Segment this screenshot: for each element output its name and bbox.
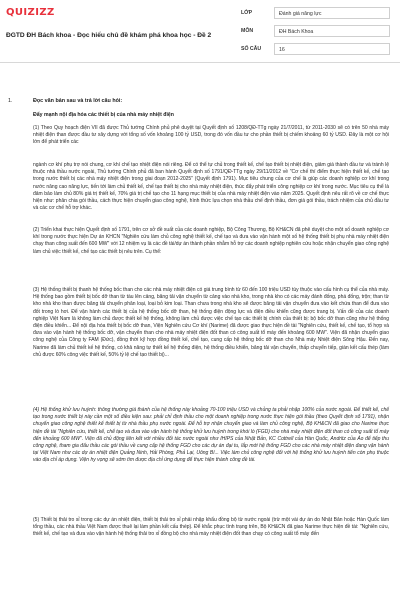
question-number: 1. [8, 98, 13, 104]
meta-value-class: Đánh giá năng lực [274, 7, 390, 19]
meta-label: SỐ CÂU [241, 46, 262, 52]
reading-paragraph: (5) Thiết bị thải tro sỉ trong các dự án nhiệt điện, thiết bị thải tro sỉ phải nhập khẩu đồng bộ từ nước ngoài (trừ một vài dự án do Nhật Bản hoặc Hàn Quốc làm tổng thầu, các nhà thầu Việt Nam được thuê lại làm phần kết cấu thép). Để khắc phục tình trạng trên, Bộ KH&CN đã giao Narime thực hiện đề tài: "Nghiên cứu, thiết kế, chế tạo và đưa vào vận hành hệ thống thải tro xỉ đồng bộ cho nhà máy nhiệt điện đốt than chạy có công suất tổ máy đến [33, 517, 389, 538]
worksheet-meta [241, 5, 393, 59]
reading-paragraph: (4) Hệ thống khử lưu huỳnh: thông thường giá thành của hệ thống này khoảng 70-100 triệu USD và chủng ta phải nhập 100% của nước ngoài. Để thiết kế, chế tạo trong nước thiết bị này cần một số điều kiện sau: phải chỉ định thầu cho một doanh nghiệp trong nước thực hiện gói thầu (theo Quyết định số 1791), nhận chuyển giao công nghệ thiết kế thiết bị từ nhà thầu phụ nước ngoài. Để hỗ trợ nhận chuyển giao và làm chủ công nghệ, Bộ KH&CN đã giao cho Narime thực hiện đề tài "Nghiên cứu, thiết kế, chế tạo và đưa vào vận hành hệ thống khử lưu huỳnh trong khói lò (FGD) cho nhà máy nhiệt điện đốt than có công suất tổ máy đến khoảng 600 MW". Viện đã chủ động liên kết với nhiều đối tác nước ngoài như IHIPS của Nhật Bản, KC Cottrell của Hàn Quốc, Andritz của Áo để tiếp thu công nghệ, tham gia đấu thầu các gói thầu về cung cấp hệ thống FGD cho các dự án đại tu, lắp mới hệ thống FGD cho các nhà máy nhiệt điện đang vận hành tại Việt Nam như các dự án nhiệt điện Quảng Ninh, Hải Phòng, Phả Lại, Uông Bí... Việc làm chủ công nghệ đối với hệ thống khử lưu huỳnh tiến còn phụ thuộc vào địa chỉ áp dụng. Viện hy vọng sẽ sớm tìm được địa chỉ ứng dụng để thực hiện thành công đề tài. [33, 407, 389, 464]
reading-paragraph: (1) Theo Quy hoạch điện VII đã được Thủ tướng Chính phủ phê duyệt tại Quyết định số 1208/QĐ-TTg ngày 21/7/2011, từ 2011-2030 sẽ có trên 50 nhà máy nhiệt điện than được đầu tư xây dựng với tổng số vốn khoảng 100 tỷ USD, trong đó vốn đầu tư cho phần thiết bị chiếm khoảng 60 tỷ USD. Đây là một cơ hội lớn để phát triển các [33, 125, 389, 146]
worksheet-title: ĐGTD ĐH Bách khoa - Đọc hiểu chủ đề khám phá khoa học - Đề 2 [6, 32, 212, 39]
meta-row-class [241, 5, 393, 21]
reading-paragraph: (2) Triển khai thực hiện Quyết định số 1791, trên cơ sở đề xuất của các doanh nghiệp, Bộ Công Thương, Bộ KH&CN đã phê duyệt cho một số doanh nghiệp cơ khí trong nước thực hiện Dự án KHCN "Nghiên cứu làm chủ công nghệ thiết kế, chế tạo và đưa vào vận hành một số hệ thống thiết bị phụ nhà máy nhiệt điện chạy than công suất đến 600 MW" với 12 nhiệm vụ là các đề tài/dự án thành phần nhằm hỗ trợ các doanh nghiệp nghiên cứu hoặc nhận chuyển giao công nghệ làm chủ việc thiết kế, chế tạo các thiết bị nêu trên. Cụ thể: [33, 227, 389, 255]
meta-label: MÔN [241, 28, 254, 34]
reading-paragraph: ngành cơ khí phụ trợ nói chung, cơ khí chế tạo nhiệt điện nói riêng. Để có thể tự chủ trong thiết kế, chế tạo thiết bị nhiệt điện, giảm giá thành đầu tư và tránh lệ thuộc nhà thầu nước ngoài, Thủ tướng Chính phủ đã ban hành Quyết định số 1791/QĐ-TTg ngày 29/11/2012 về "Cơ chế thí điểm thực hiện thiết kế, chế tạo trong nước thiết bị các nhà máy nhiệt điện trong giai đoạn 2012-2025" (Quyết định 1791). Mục tiêu chung của cơ chế là giúp các doanh nghiệp cơ khí trong nước nâng cao năng lực, tiến tới làm chủ thiết kế, chế tạo thiết bị cho nhà máy nhiệt điện, thúc đẩy phát triển công nghiệp cơ khí trong nước. Mục tiêu cụ thể là đảm bảo làm chủ 80% giá trị thiết kế, 70% giá trị chế tạo cho 11 hạng mục thiết bị của nhà máy nhiệt điện vào năm 2025. Quyết định nêu rất rõ về cơ chế thực hiện như: phân chia gói thầu, cách thực hiện chuyển giao công nghệ, hình thức lựa chọn nhà thầu chế định thầu, đơn giá gói thầu, trách nhiệm của chủ đầu tư và các cơ chế hỗ trợ khác. [33, 162, 389, 212]
meta-row-question-count [241, 41, 393, 57]
question-prompt: Đọc văn bản sau và trả lời câu hỏi: [33, 98, 123, 104]
question-content [0, 62, 400, 600]
meta-label: LỚP [241, 10, 253, 16]
meta-value-subject: ĐH Bách Khoa [274, 25, 390, 37]
meta-row-subject [241, 23, 393, 39]
reading-paragraph: (3) Hệ thống thiết bị thanh hệ thống bốc than cho các nhà máy nhiệt điện có giá trung bình từ 60 đến 100 triệu USD tùy thuộc vào cấu hình cụ thể của nhà máy. Hệ thống bao gồm thiết bị bốc dỡ than từ tàu lên cảng, băng tải vận chuyển từ cảng vào nhà kho, trong nhà kho có các máy đánh đống, phá đống, trộn; than từ kho nhà kho than được băng tải chuyển phân loại, loại bỏ kim loại. Than chưa trong nhà kho sẽ được băng tải vận chuyển đưa vào kết chứa than để đưa vào đốt trong lò hơi. Để vận hành các thiết bị của hệ thống bốc dỡ than, hệ thống điện động lực và điện điều khiển cũng được trang bị. Vấn đề của các doanh nghiệp Việt Nam là không làm chủ được thiết kế hệ thống, không làm chủ được việc chế tạo các thiết bị chính của thiết bị: bộ bốc dỡ than cũng như hệ thống điện điều khiển... Để nội địa hóa thiết bị bốc dỡ than, Viện Nghiên cứu Cơ khí (Narime) đã được giao thực hiện đề tài "Nghiên cứu, thiết kế, chế tạo, tổ hợp và đưa vào vận hành hệ thống bốc dỡ, vận chuyển than cho nhà máy nhiệt điện đốt than có công suất tổ máy đến khoảng 600 MW". Viện đã nhận chuyển giao công nghệ của Công ty FAM (Đức), đồng thời kỹ hợp đồng thiết kế, chế tạo, cung cấp hệ thống bốc dỡ than cho Nhà máy Nhiệt điện Sông Hậu. Đến nay, Narime đã làm chủ thiết kế hệ thống, có khả năng tự thiết kế hệ thống điện, hệ thống điều khiển, băng tải vận chuyển, thấp chuyển tiếp, giàn kết cấu thép (làm chủ được 60% công việc thiết kế, 50% tỷ lệ chế tạo thiết bị)... [33, 287, 389, 358]
meta-value-question-count: 16 [274, 43, 390, 55]
quizizz-logo: QUIZIZZ [6, 7, 55, 18]
worksheet-header [0, 0, 400, 63]
reading-title: Đẩy mạnh nội địa hóa các thiết bị của nhà máy nhiệt điện [33, 112, 174, 118]
